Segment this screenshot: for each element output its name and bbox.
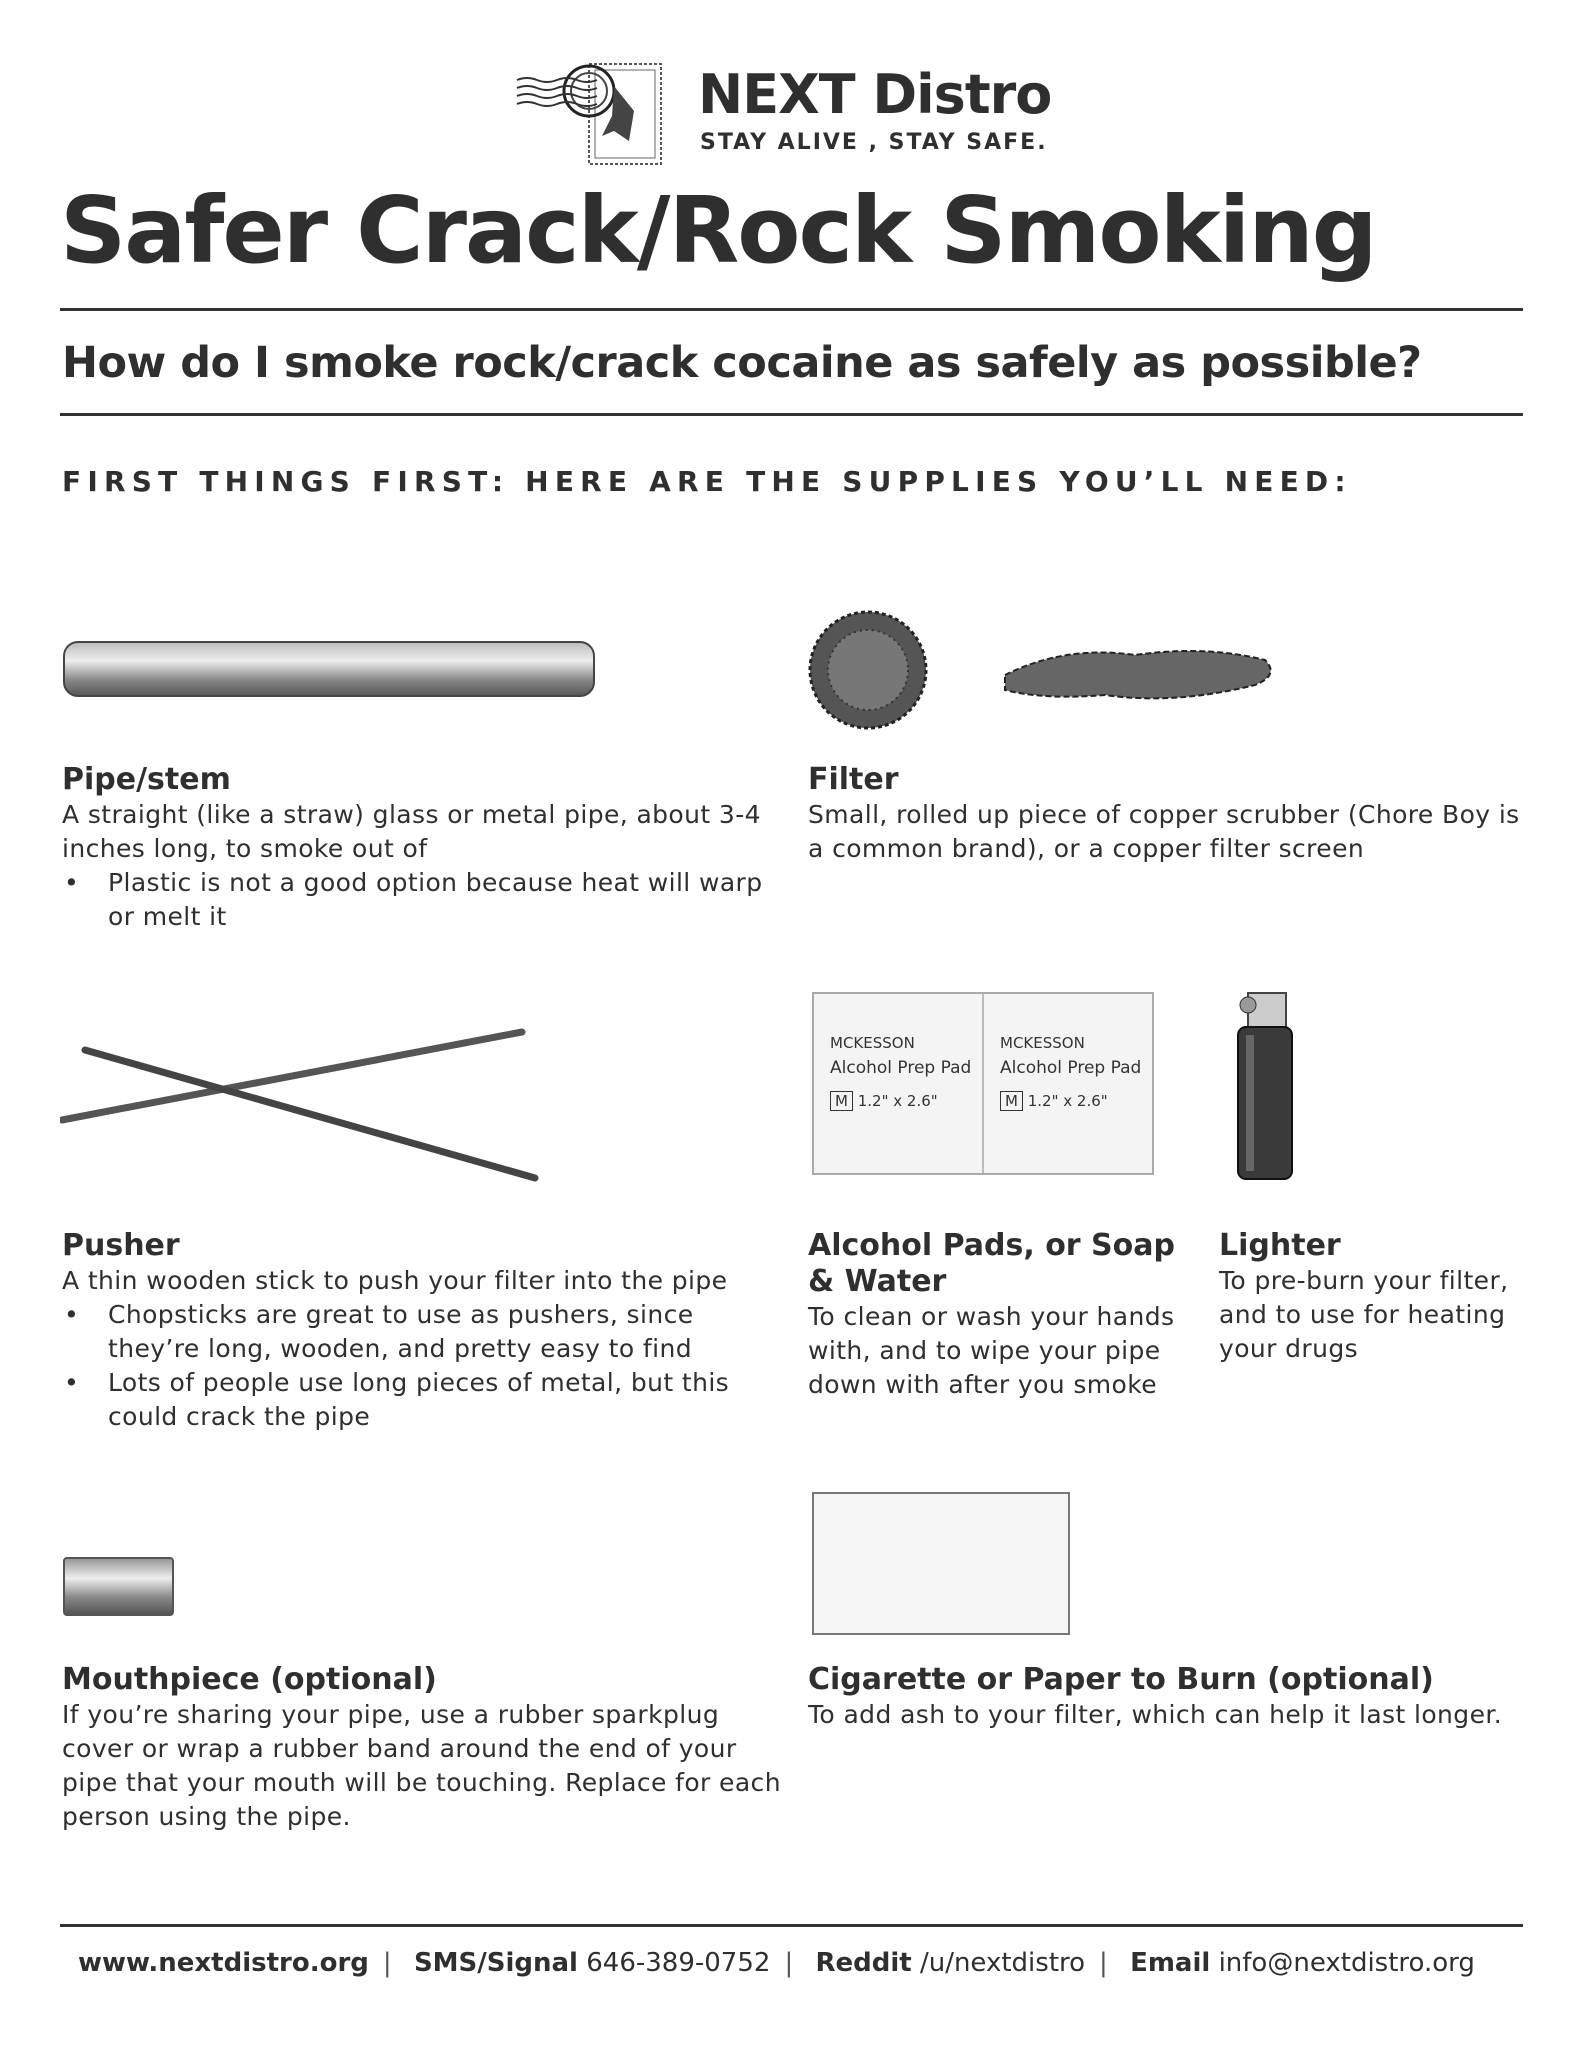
supply-text: Small, rolled up piece of copper scrubber (Chore Boy is a common brand), or a copper filter screen bbox=[808, 800, 1520, 863]
pad-size: 1.2" x 2.6" bbox=[857, 1092, 938, 1110]
supply-title: Pipe/stem bbox=[62, 762, 231, 797]
supply-text: To pre-burn your filter, and to use for heating your drugs bbox=[1219, 1266, 1509, 1363]
website-link[interactable]: www.nextdistro.org bbox=[78, 1948, 369, 1978]
subtitle: How do I smoke rock/crack cocaine as safely as possible? bbox=[62, 338, 1422, 388]
pad-size: 1.2" x 2.6" bbox=[1027, 1092, 1108, 1110]
logo-tagline: STAY ALIVE , STAY SAFE. bbox=[700, 130, 1048, 155]
email-link[interactable]: info@nextdistro.org bbox=[1218, 1948, 1475, 1978]
pad-label: Alcohol Prep Pad bbox=[1000, 1058, 1142, 1078]
footer: www.nextdistro.org | SMS/Signal 646-389-0752 | Reddit /u/nextdistro | Email info@nextdistro.org bbox=[78, 1948, 1475, 1978]
sms-label: SMS/Signal bbox=[413, 1948, 578, 1978]
bullet: • Chopsticks are great to use as pushers, since they’re long, wooden, and pretty easy to find bbox=[62, 1298, 792, 1366]
pad-label: Alcohol Prep Pad bbox=[830, 1058, 972, 1078]
supply-pipe bbox=[62, 762, 782, 934]
supply-lighter bbox=[1219, 1228, 1519, 1366]
bullet: • Lots of people use long pieces of metal, but this could crack the pipe bbox=[62, 1366, 792, 1434]
supply-text: To add ash to your filter, which can help it last longer. bbox=[808, 1700, 1503, 1729]
reddit-link[interactable]: /u/nextdistro bbox=[919, 1948, 1086, 1978]
pusher-illustration bbox=[60, 1020, 540, 1190]
pad-mark: M bbox=[830, 1091, 853, 1111]
lighter-illustration bbox=[1230, 985, 1300, 1185]
supply-mouthpiece bbox=[62, 1662, 792, 1834]
pad-brand: MCKESSON bbox=[830, 1034, 915, 1052]
divider bbox=[60, 413, 1523, 416]
supply-pusher bbox=[62, 1228, 792, 1434]
reddit-label: Reddit bbox=[815, 1948, 912, 1978]
supply-title: Mouthpiece (optional) bbox=[62, 1662, 437, 1697]
supply-alcohol-pads bbox=[808, 1228, 1188, 1402]
logo-stamp-icon bbox=[509, 56, 684, 174]
logo-name: NEXT Distro bbox=[698, 63, 1052, 126]
pad-brand: MCKESSON bbox=[1000, 1034, 1085, 1052]
supply-text: To clean or wash your hands with, and to wipe your pipe down with after you smoke bbox=[808, 1302, 1175, 1399]
supply-title: Lighter bbox=[1219, 1228, 1341, 1263]
supply-text: A thin wooden stick to push your filter into the pipe bbox=[62, 1266, 728, 1295]
supply-text: A straight (like a straw) glass or metal pipe, about 3-4 inches long, to smoke out of bbox=[62, 800, 761, 863]
supply-title: Pusher bbox=[62, 1228, 180, 1263]
supply-title: Alcohol Pads, or Soap & Water bbox=[808, 1228, 1175, 1299]
supply-text: If you’re sharing your pipe, use a rubber sparkplug cover or wrap a rubber band around the end of your pipe that your mouth will be touching. Replace for each person using the pipe. bbox=[62, 1700, 781, 1831]
email-label: Email bbox=[1130, 1948, 1211, 1978]
sms-number[interactable]: 646-389-0752 bbox=[586, 1948, 771, 1978]
page-title: Safer Crack/Rock Smoking bbox=[60, 177, 1376, 284]
bullet: • Plastic is not a good option because heat will warp or melt it bbox=[62, 866, 782, 934]
divider bbox=[60, 308, 1523, 311]
mouthpiece-illustration bbox=[63, 1557, 174, 1616]
footer-divider bbox=[60, 1924, 1523, 1927]
alcohol-pads-illustration bbox=[812, 992, 1154, 1175]
filter-illustration bbox=[805, 600, 1335, 740]
section-heading: FIRST THINGS FIRST: HERE ARE THE SUPPLIES YOU’LL NEED: bbox=[62, 465, 1352, 498]
supply-title: Filter bbox=[808, 762, 899, 797]
supply-filter bbox=[808, 762, 1528, 866]
pad-mark: M bbox=[1000, 1091, 1023, 1111]
supply-title: Cigarette or Paper to Burn (optional) bbox=[808, 1662, 1434, 1697]
paper-illustration bbox=[812, 1492, 1070, 1635]
supply-cigarette-paper bbox=[808, 1662, 1528, 1732]
pipe-illustration bbox=[62, 638, 596, 700]
